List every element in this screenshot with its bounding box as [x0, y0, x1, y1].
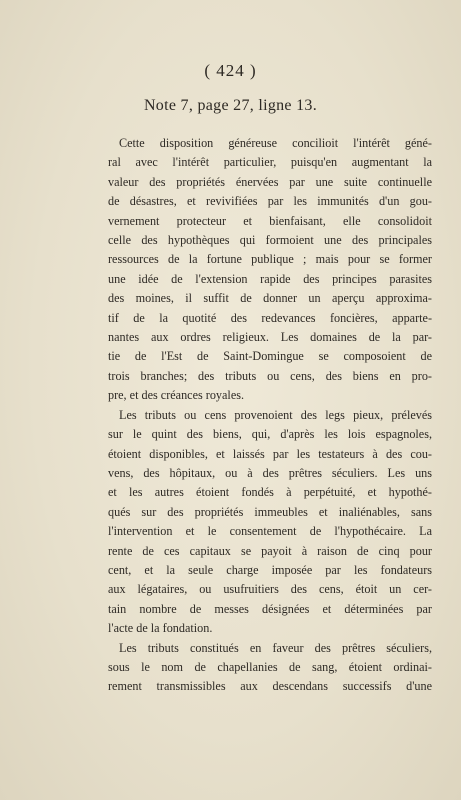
- text-line: ral avec l'intérêt particulier, puisqu'en augmentant la: [108, 155, 432, 170]
- text-line: l'acte de la fondation.: [108, 621, 213, 636]
- text-line: pre, et des créances royales.: [108, 388, 245, 403]
- text-line: qués sur des propriétés immeubles et inaliénables, sans: [108, 504, 432, 519]
- text-line: l'intervention et le consentement de l'hypothécaire. La: [108, 524, 432, 539]
- text-line: aux légataires, ou usufruitiers des cens, étoit un cer-: [108, 582, 432, 597]
- note-heading: Note 7, page 27, ligne 13.: [143, 97, 318, 114]
- text-line: celle des hypothèques qui formoient une des principales: [108, 233, 432, 248]
- page-number: ( 424 ): [204, 61, 257, 80]
- text-line: rente de ces capitaux se payoit à raison de cinq pour: [108, 543, 432, 558]
- text-line: Les tributs constitués en faveur des prêtres séculiers,: [119, 640, 432, 655]
- text-line: étoient disponibles, et laissés par les testateurs à des cou-: [108, 446, 432, 461]
- text-line: trois branches; des tributs ou cens, des biens en pro-: [108, 368, 432, 383]
- text-line: vens, des hôpitaux, ou à des prêtres séculiers. Les uns: [108, 465, 432, 480]
- text-line: une idée de l'extension rapide des principes parasites: [108, 271, 432, 286]
- text-line: Cette disposition généreuse concilioit l'intérêt géné-: [119, 136, 432, 150]
- text-line: sur le quint des biens, qui, d'après les lois espagnoles,: [108, 427, 432, 442]
- body-text: [108, 134, 432, 697]
- text-line: Les tributs ou cens provenoient des legs pieux, prélevés: [119, 407, 432, 422]
- text-line: nantes aux ordres religieux. Les domaines de la par-: [108, 330, 432, 345]
- text-line: de désastres, et revivifiées par les immunités d'un gou-: [108, 194, 432, 209]
- text-line: sous le nom de chapellanies de sang, étoient ordinai-: [108, 659, 432, 674]
- text-line: cent, et la seule charge imposée par les fondateurs: [108, 562, 432, 577]
- text-line: rement transmissibles aux descendans successifs d'une: [108, 679, 432, 694]
- text-line: et les autres étoient fondés à perpétuité, et hypothé-: [108, 485, 432, 500]
- text-line: valeur des propriétés énervées par une suite continuelle: [108, 174, 432, 189]
- text-line: tie de l'Est de Saint-Domingue se composoient de: [108, 349, 432, 364]
- text-line: vernement protecteur et bienfaisant, elle consolidoit: [108, 213, 432, 228]
- text-line: des moines, il suffit de donner un aperçu approxima-: [108, 291, 432, 306]
- text-line: tain nombre de messes désignées et déterminées par: [108, 601, 432, 616]
- text-line: ressources de la fortune publique ; mais pour se former: [108, 252, 432, 267]
- text-line: tif de la quotité des redevances foncières, apparte-: [108, 310, 432, 325]
